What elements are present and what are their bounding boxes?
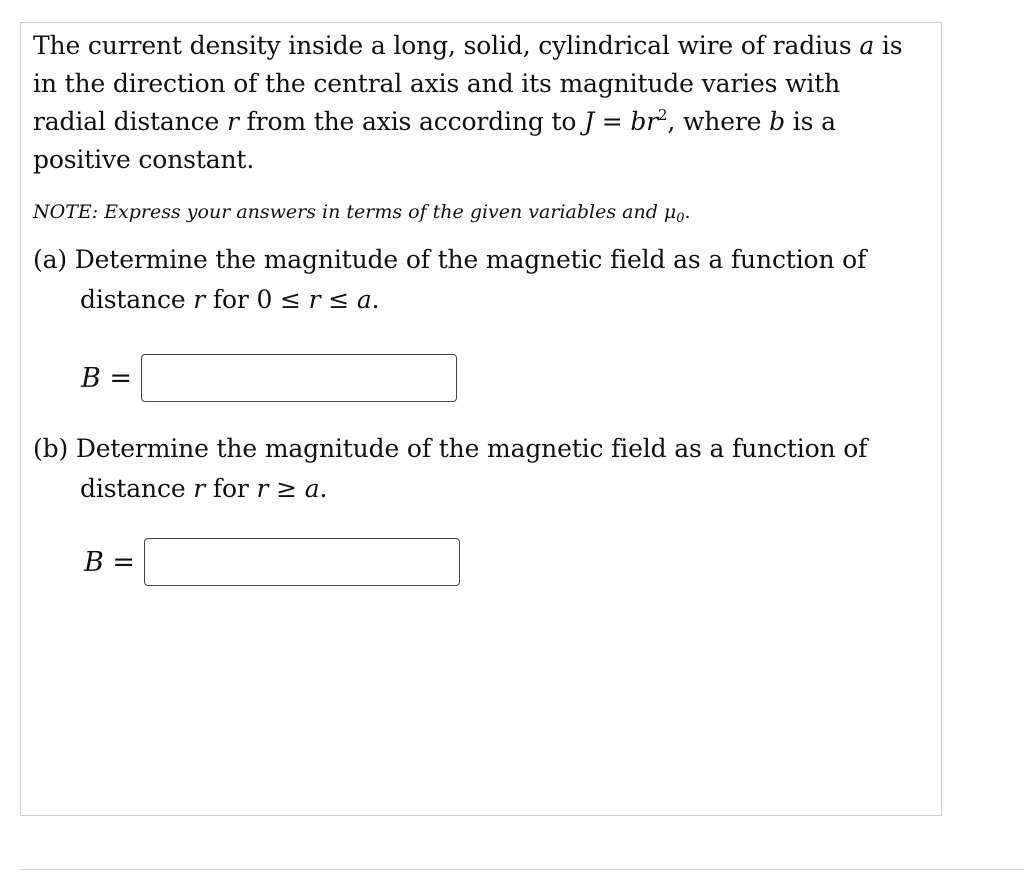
part-b-label: (b) Determine the magnitude of the magnetic field as a function of xyxy=(33,434,868,463)
intro-line-4: positive constant. xyxy=(33,145,255,174)
part-b-answer-row xyxy=(84,538,460,586)
problem-statement xyxy=(33,27,923,179)
part-b-question xyxy=(33,429,923,509)
part-a-answer-row xyxy=(81,354,457,402)
part-a-answer-input[interactable] xyxy=(141,354,457,402)
intro-line-2: in the direction of the central axis and its magnitude varies with xyxy=(33,69,841,98)
intro-line-1: The current density inside a long, solid, cylindrical wire of radius a is xyxy=(33,31,903,60)
bottom-divider xyxy=(20,869,1024,870)
part-a-label: (a) Determine the magnitude of the magnetic field as a function of xyxy=(33,245,867,274)
intro-line-3: radial distance r from the axis according to $J = br^2$, where b is a xyxy=(33,106,836,136)
question-card xyxy=(20,22,942,816)
part-b-answer-input[interactable] xyxy=(144,538,460,586)
part-a-answer-label: B = xyxy=(81,362,133,394)
part-b-condition: distance r for r ≥ a. xyxy=(80,474,328,503)
note-text: NOTE: Express your answers in terms of the given variables and $\mu_0$. xyxy=(33,201,691,226)
part-b-answer-label: B = xyxy=(84,546,136,578)
part-a-condition: distance r for 0 ≤ r ≤ a. xyxy=(80,285,380,314)
part-a-question xyxy=(33,240,923,320)
